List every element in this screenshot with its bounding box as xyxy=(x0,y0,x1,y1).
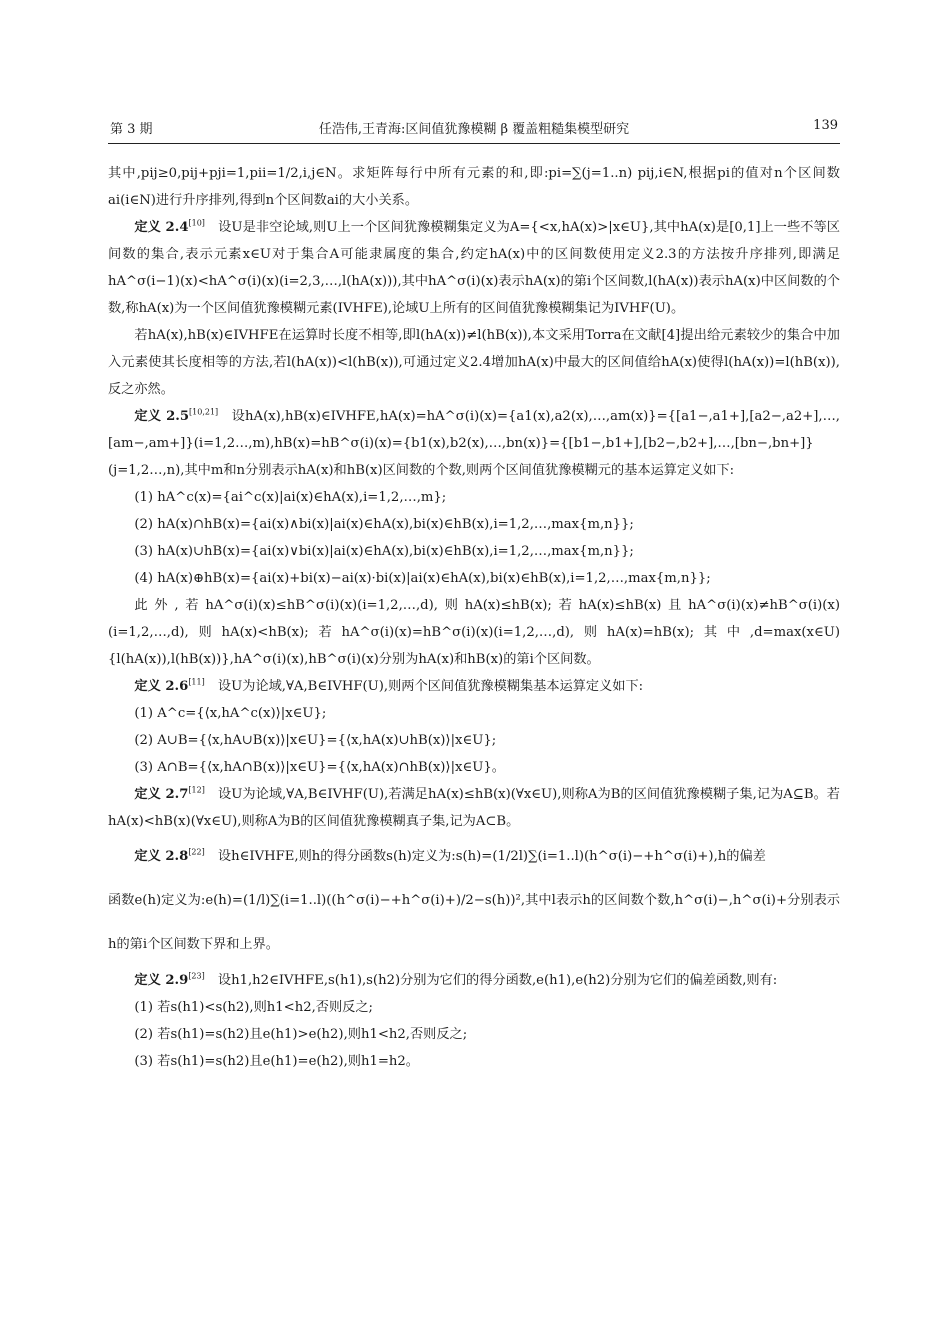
citation: [10] xyxy=(188,218,205,228)
definition-label: 定义 2.9 xyxy=(134,973,189,988)
list-item: (1) hA^c(x)={ai^c(x)|ai(x)∈hA(x),i=1,2,…,m}; xyxy=(134,490,447,505)
definition-2-8-continued: 函数e(h)定义为:e(h)=(1/l)∑(i=1..l)((h^σ(i)−+h^σ(i)+)/2−s(h))²,其中l表示h的区间数个数,h^σ(i)−,h^σ(i)+分别表示h的第i个区间数下界和上界。 xyxy=(108,893,840,952)
list-item: (2) 若s(h1)=s(h2)且e(h1)>e(h2),则h1<h2,否则反之; xyxy=(134,1027,468,1042)
page-body xyxy=(108,160,840,1075)
citation: [11] xyxy=(188,677,205,687)
definition-label: 定义 2.8 xyxy=(134,849,189,864)
definition-label: 定义 2.7 xyxy=(134,787,189,802)
list-item: (3) 若s(h1)=s(h2)且e(h1)=e(h2),则h1=h2。 xyxy=(134,1054,419,1069)
paragraph-order: 此外,若hA^σ(i)(x)≤hB^σ(i)(x)(i=1,2,…,d),则hA(x)≤hB(x);若hA(x)≤hB(x)且hA^σ(i)(x)≠hB^σ(i)(x)(i=1,2,…,d),则hA(x)<hB(x);若hA^σ(i)(x)=hB^σ(i)(x)(i=1,2,…,d),则hA(x)=hB(x);其中,d=max(x∈U){l(hA(x)),l(hB(x))},hA^σ(i)(x),hB^σ(i)(x)分别为hA(x)和hB(x)的第i个区间数。 xyxy=(108,598,840,667)
definition-2-4 xyxy=(108,214,840,322)
citation: [22] xyxy=(188,847,205,857)
page-number: 139 xyxy=(813,118,838,133)
list-item: (4) hA(x)⊕hB(x)={ai(x)+bi(x)−ai(x)·bi(x)|ai(x)∈hA(x),bi(x)∈hB(x),i=1,2,…,max{m,n}}; xyxy=(134,571,711,586)
definition-2-5 xyxy=(108,403,840,484)
definition-text: 设U为论域,∀A,B∈IVHF(U),则两个区间值犹豫模糊集基本运算定义如下: xyxy=(217,679,644,694)
list-item: (2) hA(x)∩hB(x)={ai(x)∧bi(x)|ai(x)∈hA(x),bi(x)∈hB(x),i=1,2,…,max{m,n}}; xyxy=(134,517,634,532)
definition-2-8 xyxy=(108,835,840,879)
paragraph-length: 若hA(x),hB(x)∈IVHFE在运算时长度不相等,即l(hA(x))≠l(hB(x)),本文采用Torra在文献[4]提出给元素较少的集合中加入元素使其长度相等的方法,若l(hA(x))<l(hB(x)),可通过定义2.4增加hA(x)中最大的区间值给hA(x)使得l(hA(x))=l(hB(x)),反之亦然。 xyxy=(108,328,840,397)
definition-label: 定义 2.6 xyxy=(134,679,189,694)
citation: [10,21] xyxy=(189,407,219,417)
paragraph-intro: 其中,pij≥0,pij+pji=1,pii=1/2,i,j∈N。求矩阵每行中所有元素的和,即:pi=∑(j=1..n) pij,i∈N,根据pi的值对n个区间数ai(i∈N)进行升序排列,得到n个区间数ai的大小关系。 xyxy=(108,166,840,208)
definition-2-7 xyxy=(108,781,840,835)
list-item: (1) A^c={⟨x,hA^c(x)⟩|x∈U}; xyxy=(134,706,327,721)
definition-2-6 xyxy=(108,673,840,700)
definition-text: 设h∈IVHFE,则h的得分函数s(h)定义为:s(h)=(1/2l)∑(i=1..l)(h^σ(i)−+h^σ(i)+),h的偏差 xyxy=(217,849,766,864)
definition-text: 设U为论域,∀A,B∈IVHF(U),若满足hA(x)≤hB(x)(∀x∈U),则称A为B的区间值犹豫模糊子集,记为A⊆B。若hA(x)<hB(x)(∀x∈U),则称A为B的区间值犹豫模糊真子集,记为A⊂B。 xyxy=(108,787,840,829)
definition-text: 设h1,h2∈IVHFE,s(h1),s(h2)分别为它们的得分函数,e(h1),e(h2)分别为它们的偏差函数,则有: xyxy=(217,973,778,988)
issue-label: 第 3 期 xyxy=(110,122,153,137)
definition-2-9 xyxy=(108,967,840,994)
definition-label: 定义 2.5 xyxy=(134,409,190,424)
definition-text: 设hA(x),hB(x)∈IVHFE,hA(x)=hA^σ(i)(x)={a1(x),a2(x),…,am(x)}={[a1−,a1+],[a2−,a2+],…,[am−,am+]}(i=1,2…,m),hB(x)=hB^σ(i)(x)={b1(x),b2(x),…,bn(x)}={[b1−,b1+],[b2−,b2+],…,[bn−,bn+]}(j=1,2…,n),其中m和n分别表示hA(x)和hB(x)区间数的个数,则两个区间值犹豫模糊元的基本运算定义如下: xyxy=(108,409,840,478)
citation: [23] xyxy=(188,971,205,981)
running-title: 任浩伟,王青海:区间值犹豫模糊 β 覆盖粗糙集模型研究 xyxy=(318,122,630,137)
running-header xyxy=(110,118,838,140)
definition-text: 设U是非空论域,则U上一个区间犹豫模糊集定义为A={<x,hA(x)>|x∈U},其中hA(x)是[0,1]上一些不等区间数的集合,表示元素x∈U对于集合A可能隶属度的集合,约定hA(x)中的区间数使用定义2.3的方法按升序排列,即满足hA^σ(i−1)(x)<hA^σ(i)(x)(i=2,3,…,l(hA(x))),其中hA^σ(i)(x)表示hA(x)的第i个区间数,l(hA(x))表示hA(x)中区间数的个数,称hA(x)为一个区间值犹豫模糊元素(IVHFE),论域U上所有的区间值犹豫模糊集记为IVHF(U)。 xyxy=(108,220,840,316)
list-item: (3) hA(x)∪hB(x)={ai(x)∨bi(x)|ai(x)∈hA(x),bi(x)∈hB(x),i=1,2,…,max{m,n}}; xyxy=(134,544,634,559)
citation: [12] xyxy=(188,785,205,795)
list-item: (1) 若s(h1)<s(h2),则h1<h2,否则反之; xyxy=(134,1000,373,1015)
definition-label: 定义 2.4 xyxy=(134,220,189,235)
header-rule xyxy=(108,143,840,144)
list-item: (3) A∩B={⟨x,hA∩B(x)⟩|x∈U}={⟨x,hA(x)∩hB(x)⟩|x∈U}。 xyxy=(134,760,505,775)
list-item: (2) A∪B={⟨x,hA∪B(x)⟩|x∈U}={⟨x,hA(x)∪hB(x)⟩|x∈U}; xyxy=(134,733,497,748)
